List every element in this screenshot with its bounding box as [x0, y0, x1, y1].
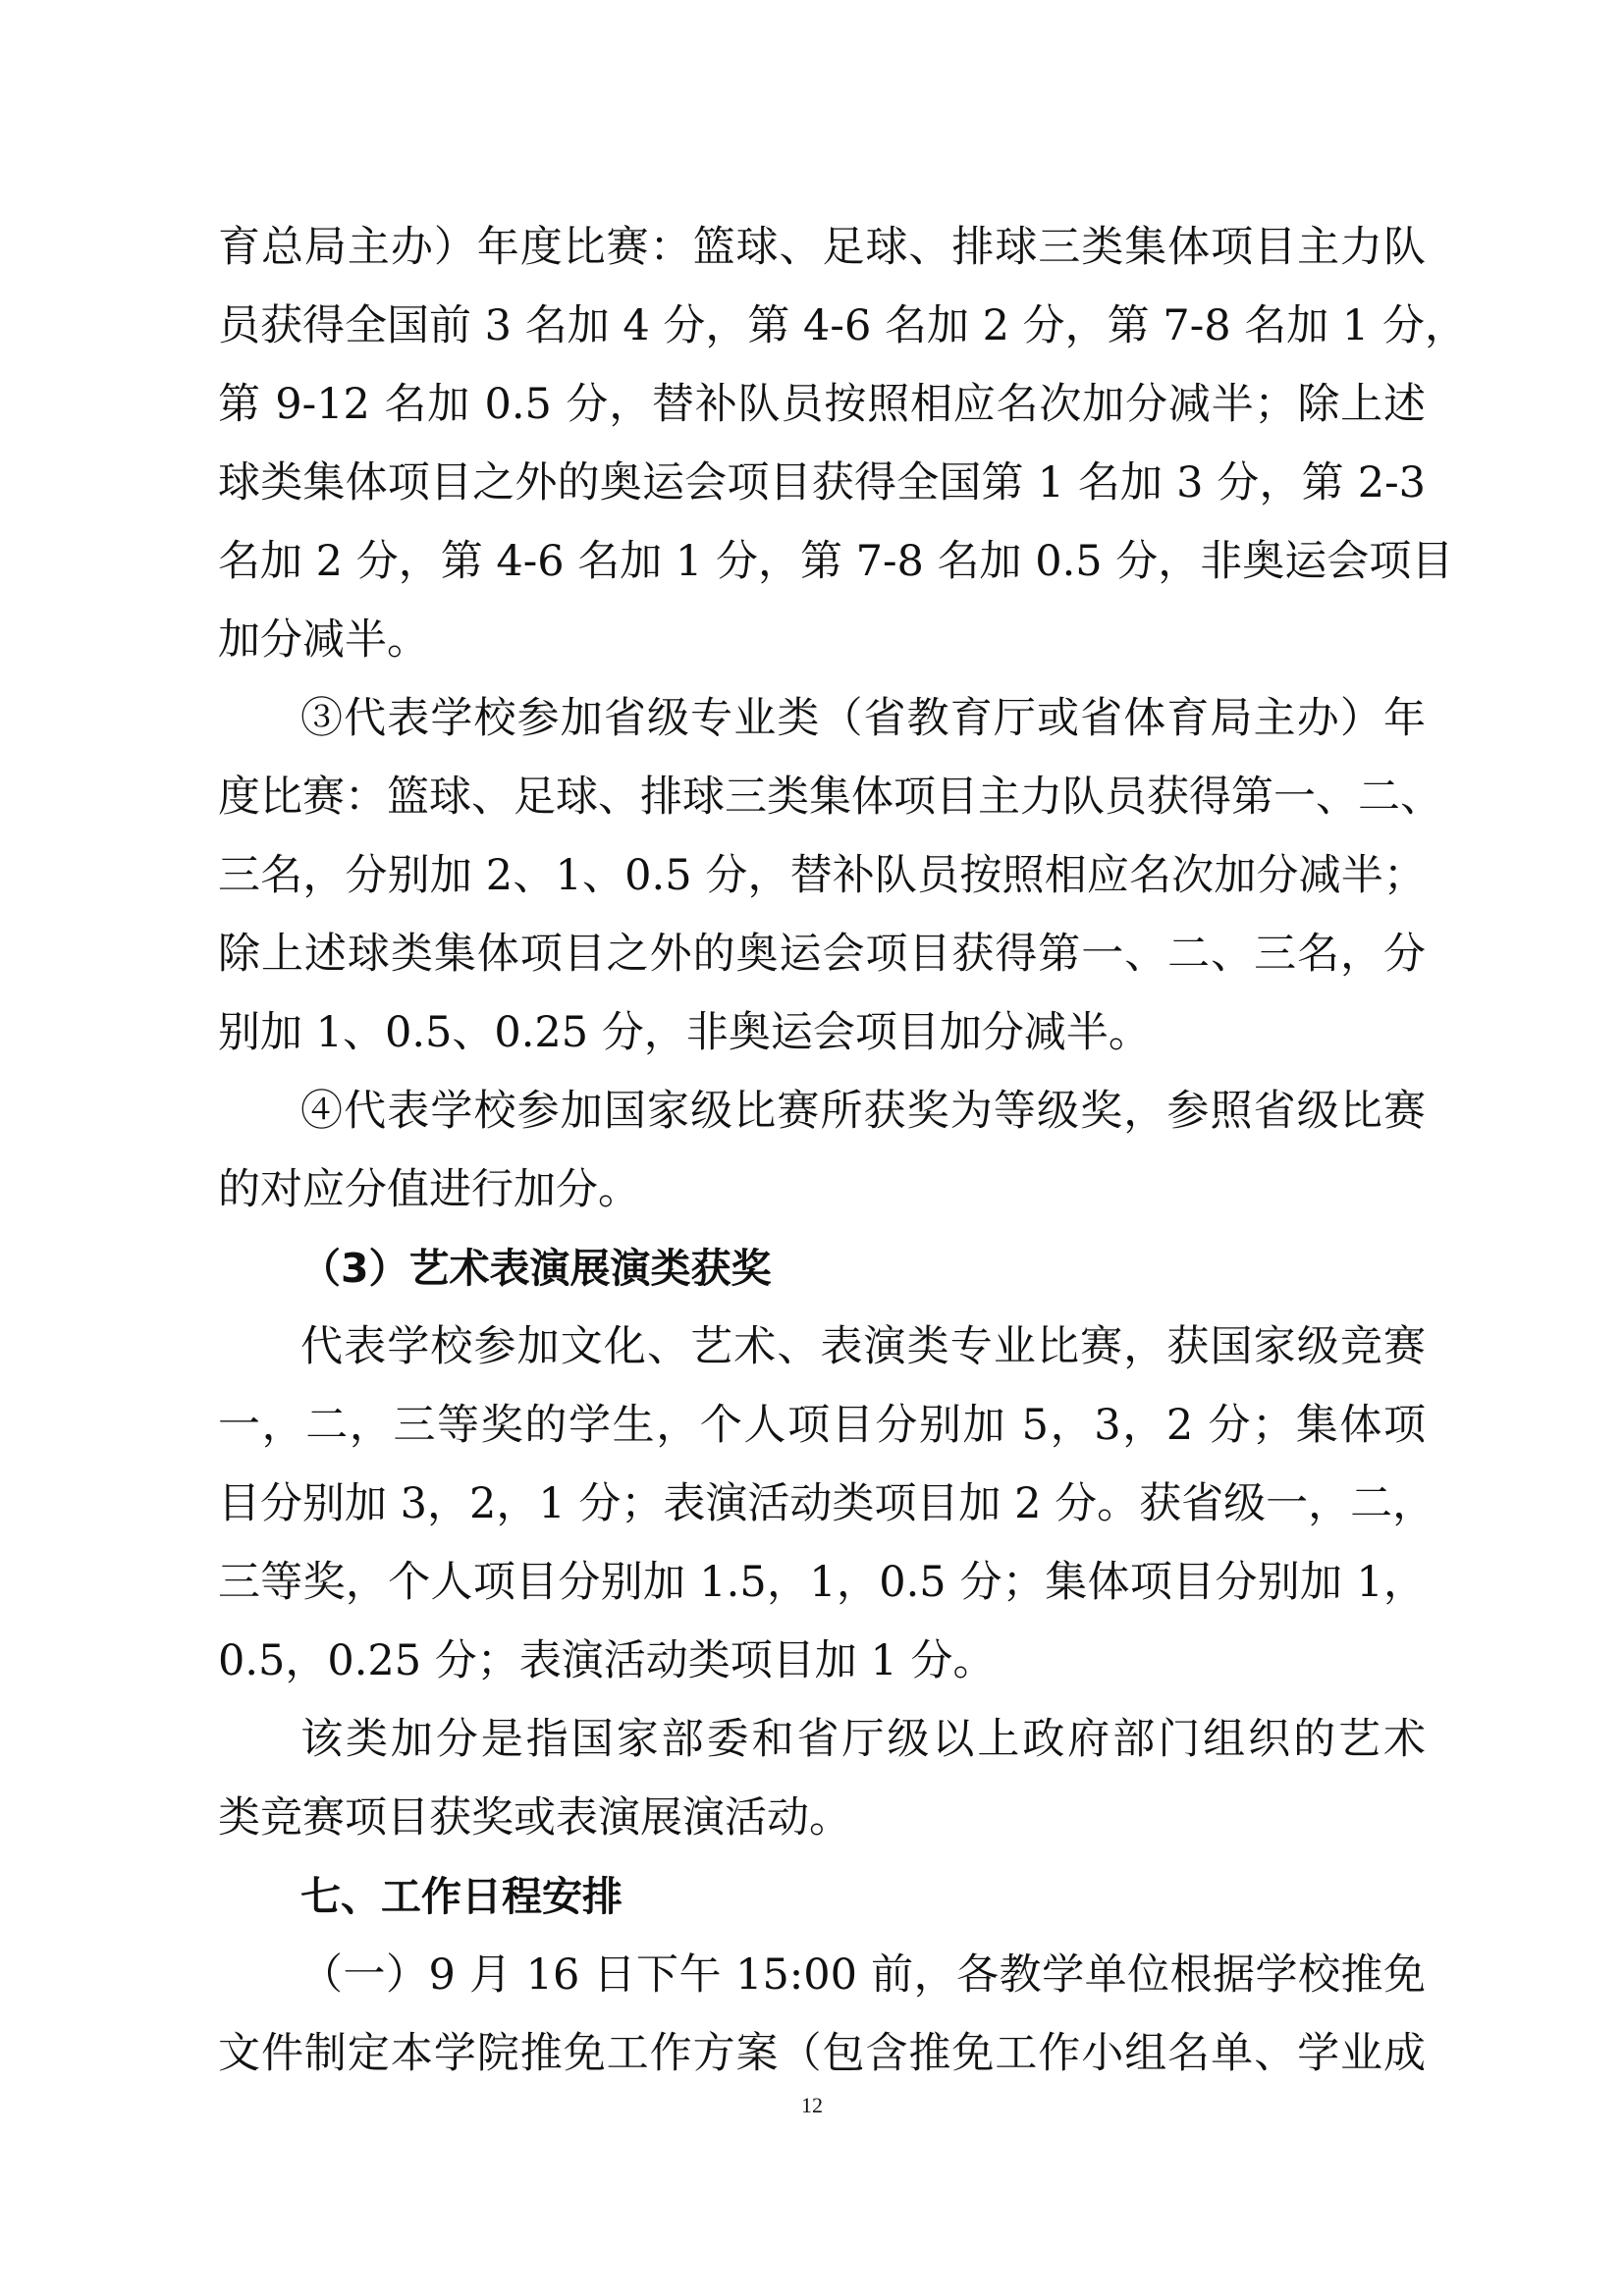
text-line: 目分别加 3，2，1 分；表演活动类项目加 2 分。获省级一，二， — [218, 1479, 1435, 1528]
section-heading: 七、工作日程安排 — [300, 1873, 623, 1920]
text-line: 三等奖，个人项目分别加 1.5，1，0.5 分；集体项目分别加 1， — [218, 1558, 1426, 1607]
paragraph-first-line: 该类加分是指国家部委和省厅级以上政府部门组织的艺术 — [300, 1715, 1426, 1764]
text-line: 三名，分别加 2、1、0.5 分，替补队员按照相应名次加分减半； — [218, 851, 1426, 900]
text-line: 员获得全国前 3 名加 4 分，第 4-6 名加 2 分，第 7-8 名加 1 分， — [218, 301, 1467, 350]
text-line: 别加 1、0.5、0.25 分，非奥运会项目加分减半。 — [218, 1008, 1151, 1057]
text-line: 育总局主办）年度比赛：篮球、足球、排球三类集体项目主力队 — [218, 223, 1426, 272]
text-line: 第 9-12 名加 0.5 分，替补队员按照相应名次加分减半；除上述 — [218, 380, 1426, 429]
paragraph-first-line: ③代表学校参加省级专业类（省教育厅或省体育局主办）年 — [300, 694, 1426, 743]
text-line: 文件制定本学院推免工作方案（包含推免工作小组名单、学业成 — [218, 2029, 1426, 2078]
paragraph-first-line: （一）9 月 16 日下午 15:00 前，各教学单位根据学校推免 — [300, 1950, 1426, 2000]
paragraph-first-line: ④代表学校参加国家级比赛所获奖为等级奖，参照省级比赛 — [300, 1087, 1426, 1136]
text-line: 的对应分值进行加分。 — [218, 1165, 640, 1214]
text-line: 0.5，0.25 分；表演活动类项目加 1 分。 — [218, 1636, 996, 1685]
text-line: 名加 2 分，第 4-6 名加 1 分，第 7-8 名加 0.5 分，非奥运会项目 — [218, 537, 1454, 586]
section-heading: （3）艺术表演展演类获奖 — [300, 1245, 772, 1292]
text-line: 除上述球类集体项目之外的奥运会项目获得第一、二、三名，分 — [218, 930, 1426, 979]
document-body — [218, 208, 1467, 2093]
paragraph-first-line: 代表学校参加文化、艺术、表演类专业比赛，获国家级竞赛 — [300, 1322, 1426, 1371]
text-line: 类竞赛项目获奖或表演展演活动。 — [218, 1793, 851, 1842]
text-line: 一，二，三等奖的学生，个人项目分别加 5，3，2 分；集体项 — [218, 1401, 1426, 1450]
page-number: 12 — [801, 2093, 823, 2117]
text-line: 球类集体项目之外的奥运会项目获得全国第 1 名加 3 分，第 2-3 — [218, 458, 1426, 507]
text-line: 度比赛：篮球、足球、排球三类集体项目主力队员获得第一、二、 — [218, 773, 1442, 822]
text-line: 加分减半。 — [218, 615, 429, 665]
